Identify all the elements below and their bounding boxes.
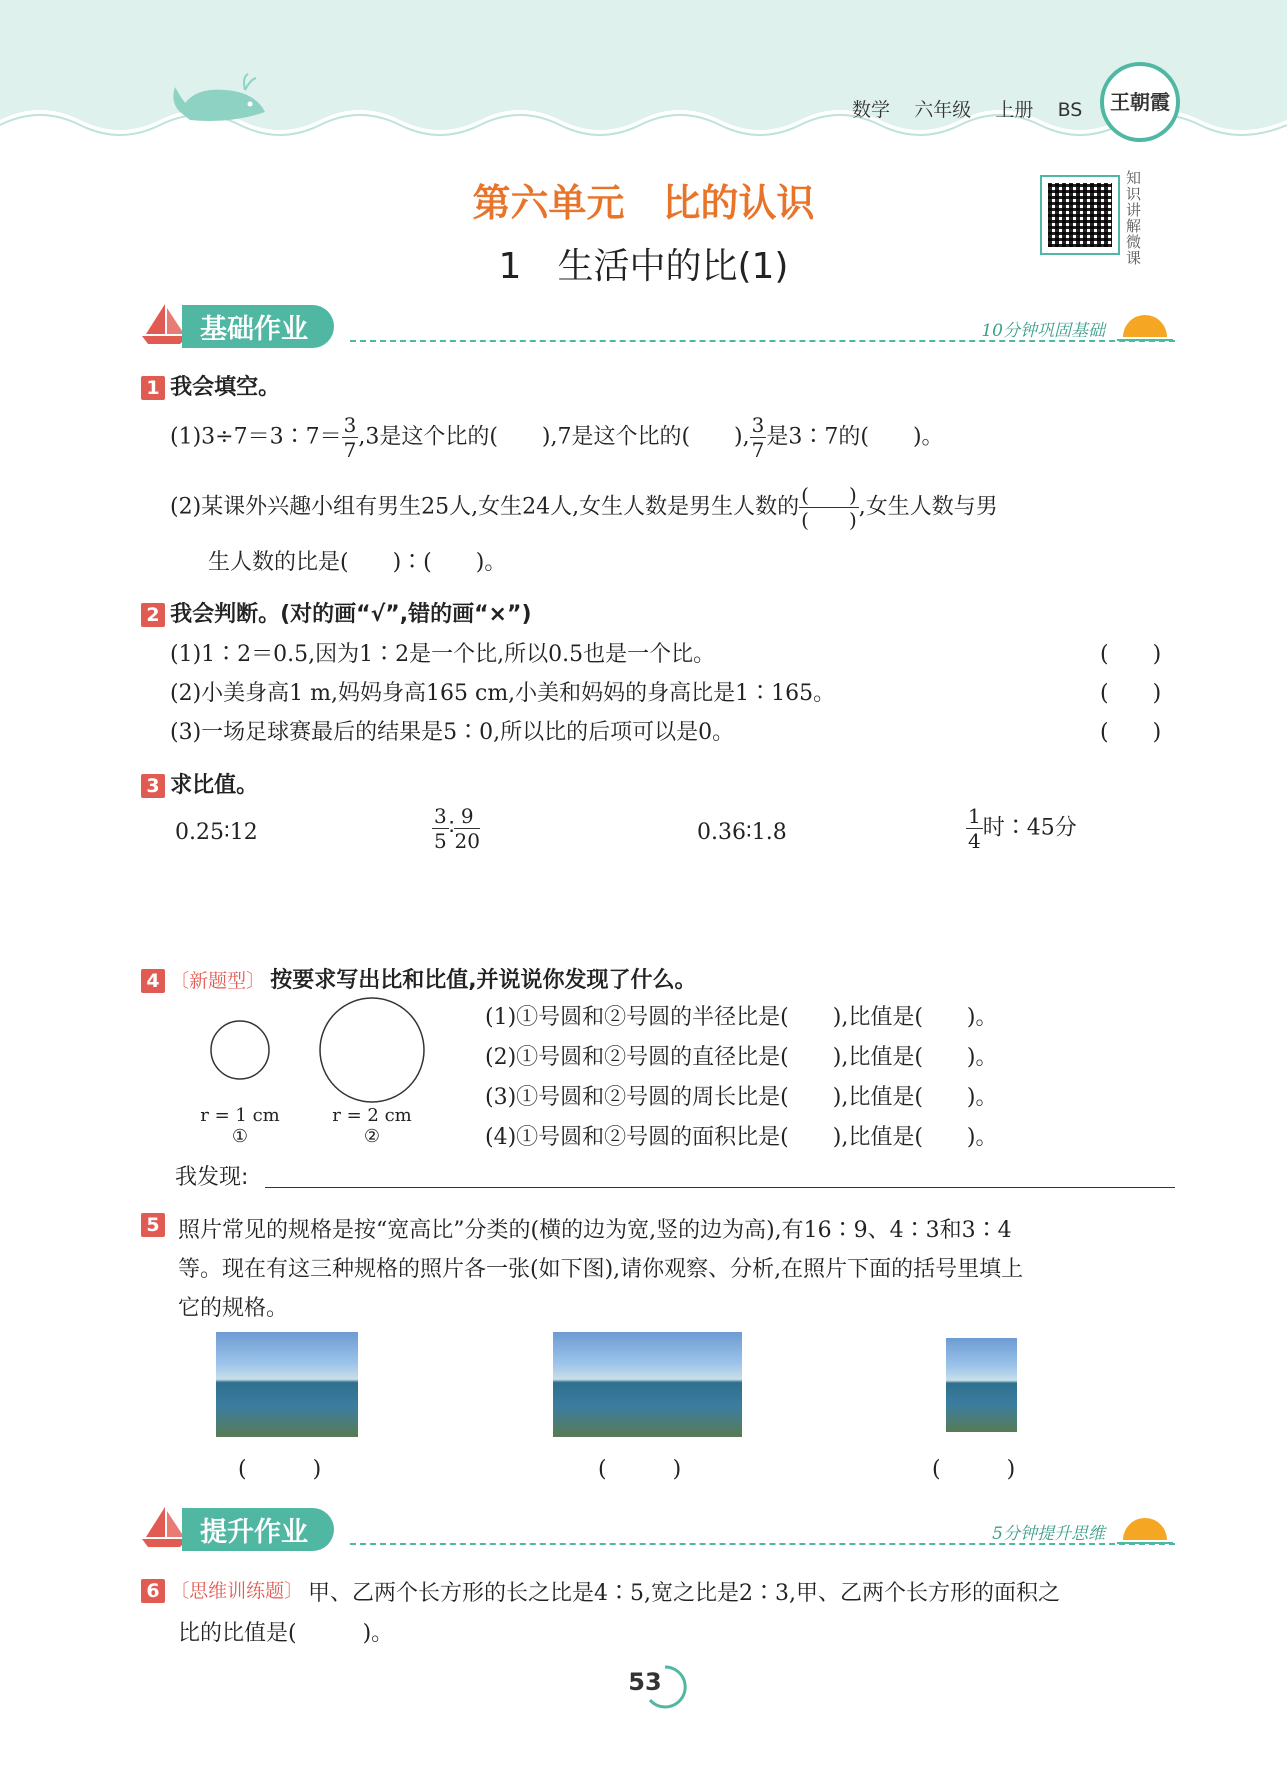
q3-expr-4: [966, 806, 1077, 851]
q1-part2-cont: 生人数的比是( )∶( )。: [208, 550, 507, 575]
section-basic: [140, 302, 1175, 347]
denominator: 7: [343, 438, 357, 462]
fraction-blank[interactable]: [799, 485, 859, 530]
q4-tag: 〔新题型〕: [170, 970, 266, 992]
q1-number: 1: [141, 376, 165, 400]
denominator: 5: [434, 829, 447, 853]
denominator: 4: [968, 829, 981, 853]
qr-caption: 知识讲解微课: [1126, 169, 1142, 267]
q2-title: 我会判断。(对的画“√”,错的画“×”): [170, 602, 532, 627]
circle1-label: [195, 1105, 285, 1147]
q1-p1-text-c: 是3∶7的( )。: [766, 424, 944, 450]
q6-heading: [141, 1576, 303, 1603]
numerator-blank[interactable]: ( ): [801, 483, 857, 507]
q3-expr-2: [432, 806, 480, 851]
q6-number: 6: [141, 1579, 165, 1603]
q5-line-2: 等。现在有这三种规格的照片各一张(如下图),请你观察、分析,在照片下面的括号里填上: [178, 1257, 1024, 1282]
q1-heading: [141, 370, 280, 401]
q5-answer-2[interactable]: ( ): [598, 1457, 682, 1482]
unit-title: 第六单元 比的认识: [472, 181, 815, 225]
q3-title: 求比值。: [170, 773, 259, 798]
q2-item-3: (3)一场足球赛最后的结果是5∶0,所以比的后项可以是0。: [170, 720, 735, 745]
circle2-label: [327, 1105, 417, 1147]
q6-line-1: 甲、乙两个长方形的长之比是4∶5,宽之比是2∶3,甲、乙两个长方形的面积之: [308, 1581, 1060, 1606]
section-advanced-note: 5分钟提升思维: [992, 1524, 1105, 1544]
q5-number-wrap: [141, 1213, 165, 1237]
volume: 上册: [995, 99, 1034, 121]
photo-16-9: [216, 1332, 358, 1437]
q2-answer-1[interactable]: ( ): [1100, 642, 1162, 667]
book-info: [852, 95, 1082, 122]
q3-number: 3: [141, 774, 165, 798]
q1-p1-text-b: ,3是这个比的( ),7是这个比的( ),: [358, 424, 750, 450]
fraction-3-7: [342, 415, 359, 460]
denominator: 7: [751, 438, 765, 462]
photo-3-4: [946, 1338, 1017, 1432]
q4-item-1: (1)①号圆和②号圆的半径比是( ),比值是( )。: [485, 1005, 998, 1030]
photo-16-9-wide: [553, 1332, 742, 1437]
q1-part1: [170, 415, 944, 460]
sun-icon: [1115, 1510, 1175, 1545]
q4-title: 按要求写出比和比值,并说说你发现了什么。: [270, 968, 697, 993]
lesson-title: 1 生活中的比(1): [498, 246, 789, 287]
circle-2: [320, 998, 424, 1102]
q1-p2-text-b: ,女生人数与男: [858, 494, 998, 520]
q5-answer-1[interactable]: ( ): [238, 1457, 322, 1482]
numerator: 3: [434, 804, 447, 828]
q2-answer-2[interactable]: ( ): [1100, 681, 1162, 706]
brand-logo: [1100, 62, 1180, 142]
q4-item-3: (3)①号圆和②号圆的周长比是( ),比值是( )。: [485, 1085, 998, 1110]
q6-line-2: 比的比值是( )。: [178, 1621, 394, 1646]
numerator: 9: [454, 806, 479, 829]
edition: BS: [1057, 99, 1083, 121]
circle2-radius: r = 2 cm: [332, 1105, 412, 1126]
section-basic-label: 基础作业: [182, 305, 334, 348]
numerator: 1: [968, 804, 981, 828]
q2-number: 2: [141, 603, 165, 627]
q4-finding-label: 我发现:: [175, 1165, 249, 1190]
q3-expr-3: 0.36∶1.8: [697, 820, 787, 845]
page-swirl-icon: [640, 1662, 690, 1712]
q5-number: 5: [141, 1213, 165, 1237]
circle1-radius: r = 1 cm: [200, 1105, 280, 1126]
q1-p1-text-a: (1)3÷7＝3∶7＝: [170, 424, 342, 450]
fraction-9-20: [454, 806, 479, 851]
subject: 数学: [852, 99, 891, 121]
section-advanced-label: 提升作业: [182, 1508, 334, 1551]
numerator: 3: [751, 413, 765, 437]
q5-line-3: 它的规格。: [178, 1296, 289, 1321]
q4-item-4: (4)①号圆和②号圆的面积比是( ),比值是( )。: [485, 1125, 998, 1150]
logo-text: 王朝霞: [1110, 90, 1170, 114]
q4-number: 4: [141, 969, 165, 993]
whale-icon: [170, 72, 280, 132]
q2-item-1: (1)1∶2＝0.5,因为1∶2是一个比,所以0.5也是一个比。: [170, 642, 716, 667]
q2-answer-3[interactable]: ( ): [1100, 720, 1162, 745]
fraction-1-4: [966, 806, 983, 851]
section-advanced: [140, 1505, 1175, 1550]
q4-finding-line[interactable]: [265, 1187, 1175, 1188]
q5-answer-3[interactable]: ( ): [932, 1457, 1016, 1482]
q5-line-1: 照片常见的规格是按“宽高比”分类的(横的边为宽,竖的边为高),有16∶9、4∶3和3∶4: [178, 1218, 1012, 1243]
q1-title: 我会填空。: [170, 375, 281, 400]
colon: ∶: [448, 815, 455, 841]
numerator: 3: [343, 413, 357, 437]
q3-e4-rest: 时∶45分: [982, 815, 1077, 841]
q1-part2: [170, 485, 998, 530]
fraction-3-5: [432, 806, 449, 851]
page-number: 53: [628, 1668, 662, 1696]
q2-heading: [141, 597, 532, 628]
q3-expr-1: 0.25∶12: [175, 820, 258, 845]
circle2-number: ②: [363, 1126, 381, 1147]
denominator: 20: [454, 829, 480, 853]
circle-1: [211, 1021, 269, 1079]
q3-heading: [141, 768, 258, 799]
q6-tag: 〔思维训练题〕: [170, 1580, 304, 1602]
q2-item-2: (2)小美身高1 m,妈妈身高165 cm,小美和妈妈的身高比是1∶165。: [170, 681, 836, 706]
q4-item-2: (2)①号圆和②号圆的直径比是( ),比值是( )。: [485, 1045, 998, 1070]
q1-p2-text-a: (2)某课外兴趣小组有男生25人,女生24人,女生人数是男生人数的: [170, 494, 800, 520]
fraction-3-7-b: [750, 415, 767, 460]
denominator-blank[interactable]: ( ): [801, 508, 857, 532]
circle1-number: ①: [231, 1126, 249, 1147]
section-basic-note: 10分钟巩固基础: [981, 321, 1105, 341]
sun-icon: [1115, 307, 1175, 342]
circles-figure: [205, 995, 435, 1105]
q4-heading: [141, 963, 697, 994]
grade: 六年级: [914, 99, 972, 121]
